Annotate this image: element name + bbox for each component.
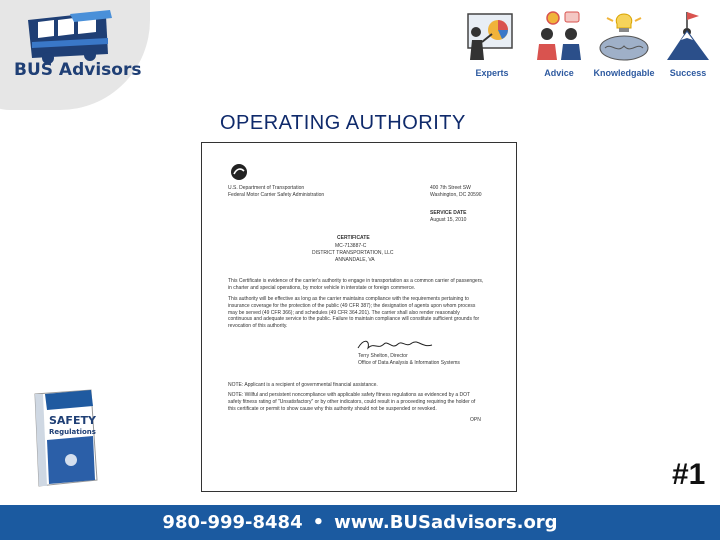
signatory-title: Office of Data Analysis & Information Systems bbox=[358, 360, 460, 366]
footer-website[interactable]: www.BUSadvisors.org bbox=[334, 512, 558, 533]
document-code: OPN bbox=[470, 417, 481, 423]
certificate-number: MC-713887-C bbox=[335, 243, 367, 249]
feature-label: Knowledgable bbox=[593, 68, 655, 78]
feature-knowledgable bbox=[593, 10, 655, 78]
slide-number: #1 bbox=[672, 458, 706, 491]
advisor-people-icon bbox=[533, 10, 585, 62]
feature-label: Experts bbox=[475, 68, 509, 78]
certificate-title: CERTIFICATE bbox=[337, 235, 370, 241]
authority-paragraph: This Certificate is evidence of the carrier's authority to engage in transportation as a common carrier of passengers, in charter and special operations, by motor vehicle in interstate or foreign commerce. bbox=[228, 278, 484, 291]
agency-subname: Federal Motor Carrier Safety Administration bbox=[228, 192, 325, 198]
book-title: SAFETY bbox=[49, 414, 96, 427]
brain-lightbulb-icon bbox=[593, 10, 655, 62]
feature-success bbox=[665, 10, 711, 78]
mountain-flag-icon bbox=[665, 10, 711, 62]
agency-name: U.S. Department of Transportation bbox=[228, 185, 305, 191]
footer-bar bbox=[0, 505, 720, 540]
footer-phone[interactable]: 980-999-8484 bbox=[162, 512, 303, 533]
page-title: OPERATING AUTHORITY bbox=[220, 112, 466, 134]
note-noncompliance: NOTE: Willful and persistent noncompliance with applicable safety fitness regulations as evidenced by a DOT safety fitness rating of "Unsatisfactory" or by other indicators, could result in a proceeding requiring the holder of this certificate or permit to show cause why this authority should not be suspended or revoked. bbox=[228, 392, 476, 412]
feature-experts bbox=[462, 10, 522, 78]
certificate-document bbox=[201, 142, 517, 492]
company-name: DISTRICT TRANSPORTATION, LLC bbox=[312, 250, 394, 256]
feature-label: Advice bbox=[544, 68, 574, 78]
feature-label: Success bbox=[669, 68, 707, 78]
footer-contact bbox=[0, 512, 720, 533]
footer-separator: • bbox=[312, 512, 325, 533]
signatory-name: Terry Shelton, Director bbox=[358, 353, 408, 359]
signature-icon bbox=[356, 336, 436, 354]
agency-address: 400 7th Street SW bbox=[430, 185, 471, 191]
service-date-label: SERVICE DATE bbox=[430, 210, 467, 216]
book-subtitle: Regulations bbox=[49, 428, 96, 436]
note-assistance: NOTE: Applicant is a recipient of governmental financial assistance. bbox=[228, 382, 378, 388]
feature-advice bbox=[533, 10, 585, 78]
dot-seal-icon bbox=[230, 163, 248, 181]
presenter-chart-icon bbox=[462, 10, 522, 62]
logo-text: BUS Advisors bbox=[14, 60, 142, 80]
company-city: ANNANDALE, VA bbox=[335, 257, 375, 263]
compliance-paragraph: This authority will be effective as long as the carrier maintains compliance with the requirements pertaining to insurance coverage for the protection of the public (49 CFR 387); the designation of agents upon whom process may be served (49 CFR 366); and schedules (49 CFR 364.201). The carrier shall also render reasonably continuous and adequate service to the public. Failure to maintain compliance will constitute sufficient grounds for revocation of this authority. bbox=[228, 296, 480, 329]
safety-regulations-book-icon bbox=[31, 388, 99, 488]
agency-city: Washington, DC 20590 bbox=[430, 192, 482, 198]
service-date: August 15, 2010 bbox=[430, 217, 467, 223]
